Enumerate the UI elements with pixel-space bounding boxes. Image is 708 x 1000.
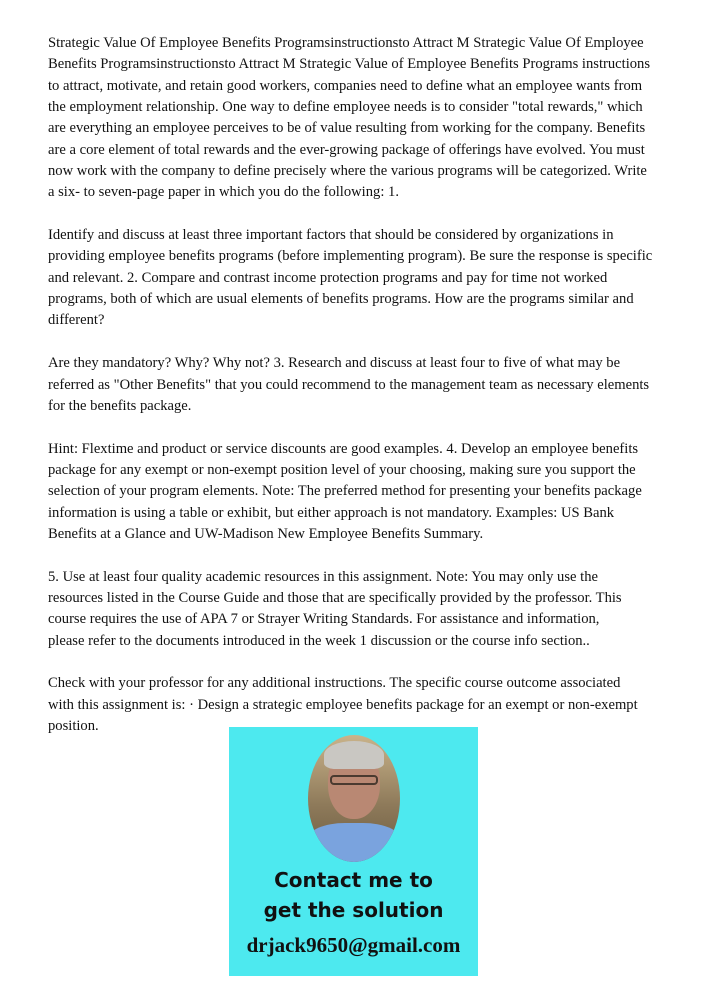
text-line: programs, both of which are usual elements of benefits programs. How are the programs similar and [48, 291, 634, 308]
text-line: Benefits at a Glance and UW-Madison New Employee Benefits Summary. [48, 525, 484, 542]
text-line: providing employee benefits programs (before implementing program). Be sure the response is specific [48, 248, 653, 265]
text-line: package for any exempt or non-exempt position level of your choosing, making sure you support the [48, 461, 636, 478]
promo-line-1: Contact me to [274, 868, 433, 892]
text-line: a six- to seven-page paper in which you do the following: 1. [48, 184, 399, 201]
text-line: Are they mandatory? Why? Why not? 3. Research and discuss at least four to five of what may be [48, 355, 621, 372]
text-line: referred as "Other Benefits" that you could recommend to the management team as necessary elements [48, 376, 650, 393]
promo-line-2: get the solution [263, 898, 444, 922]
text-line: and relevant. 2. Compare and contrast income protection programs and pay for time not worked [48, 269, 608, 286]
text-line: to attract, motivate, and retain good workers, companies need to define what an employee wants from [48, 77, 643, 94]
paragraph [48, 33, 668, 204]
text-line: resources listed in the Course Guide and those that are specifically provided by the professor. This [48, 589, 622, 606]
text-line: Hint: Flextime and product or service discounts are good examples. 4. Develop an employee benefits [48, 440, 639, 457]
paragraph [48, 439, 668, 546]
promo-email: drjack9650@gmail.com [246, 933, 461, 957]
text-line: Check with your professor for any additional instructions. The specific course outcome associated [48, 675, 621, 692]
text-line: Strategic Value Of Employee Benefits Programsinstructionsto Attract M Strategic Value Of Employee [48, 35, 644, 51]
text-line: 5. Use at least four quality academic resources in this assignment. Note: You may only use the [48, 568, 598, 585]
text-line: the employment relationship. One way to define employee needs is to consider "total rewards," which [48, 99, 643, 116]
paragraph [48, 225, 668, 332]
text-line: different? [48, 312, 105, 329]
portrait-photo [308, 735, 400, 862]
text-line: are everything an employee perceives to be of value resulting from working for the company. Benefits [48, 120, 646, 137]
text-line: please refer to the documents introduced in the week 1 discussion or the course info section.. [48, 632, 590, 649]
text-line: position. [48, 718, 99, 734]
text-line: selection of your program elements. Note: The preferred method for presenting your benefits package [48, 483, 642, 500]
text-line: for the benefits package. [48, 397, 192, 414]
text-line: now work with the company to define precisely where the various programs will be categorized. Write [48, 163, 647, 180]
paragraph [48, 353, 668, 417]
text-line: Identify and discuss at least three important factors that should be considered by organizations in [48, 227, 614, 244]
text-line: course requires the use of APA 7 or Strayer Writing Standards. For assistance and information, [48, 611, 600, 628]
text-line: are a core element of total rewards and the ever-growing package of offerings have evolved. You must [48, 141, 645, 158]
contact-promo-image [229, 727, 478, 976]
text-line: information is using a table or exhibit, but either approach is not mandatory. Examples: US Bank [48, 504, 615, 521]
text-line: Benefits Programsinstructionsto Attract M Strategic Value of Employee Benefits Programs instructions [48, 56, 651, 73]
paragraph [48, 567, 668, 652]
text-line: with this assignment is: · Design a strategic employee benefits package for an exempt or non-exempt [48, 696, 638, 713]
document-body [48, 33, 668, 759]
